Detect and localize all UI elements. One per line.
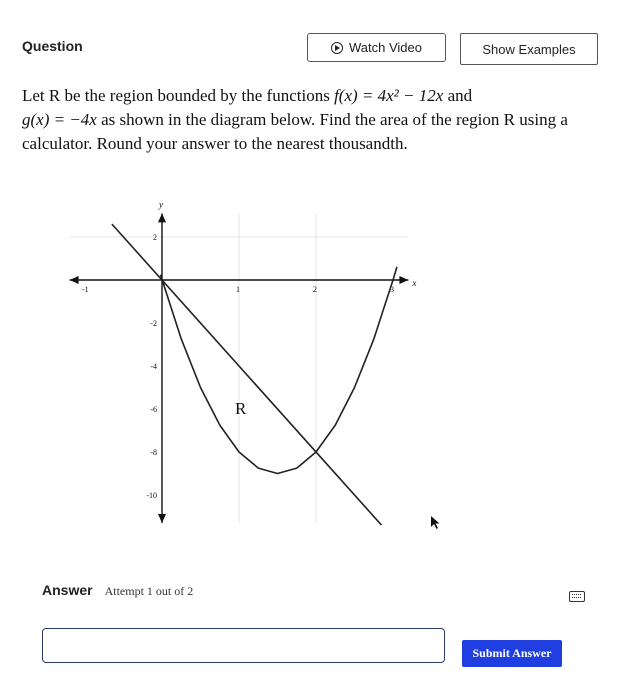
x-axis-arrow-right [399,276,408,284]
attempt-counter: Attempt 1 out of 2 [104,584,194,598]
y-tick-label: -4 [150,362,157,371]
keyboard-icon[interactable] [569,591,585,602]
y-axis-arrow-bottom [158,514,166,523]
problem-text-3: as shown in the diagram below. Find the area of the region R using a calculator. Round your answer to the nearest thousandth. [22,110,568,153]
mouse-cursor-icon [430,515,442,531]
g-expression: g(x) = −4x [22,110,97,129]
x-tick-label: 2 [313,285,317,294]
answer-input[interactable] [42,628,445,663]
y-tick-label: -10 [146,491,157,500]
show-examples-label: Show Examples [482,41,576,57]
question-label: Question [22,38,83,54]
x-axis-arrow-left [70,276,79,284]
y-tick-label: -8 [150,448,157,457]
x-tick-label: -1 [82,285,89,294]
y-axis-arrow-top [158,213,166,222]
submit-answer-label: Submit Answer [472,646,552,660]
y-tick-label: -6 [150,405,157,414]
region-label: R [235,399,247,418]
watch-video-label: Watch Video [349,40,422,55]
curve-f [161,267,397,474]
submit-answer-button[interactable] [462,640,562,667]
x-tick-label: 1 [236,285,240,294]
y-axis-label: y [159,199,163,210]
problem-text-1: Let R be the region bounded by the functions [22,86,335,105]
answer-label: Answer [42,582,93,598]
x-tick-label: 3 [390,285,394,294]
line-g [112,224,382,525]
answer-row [42,582,193,599]
y-tick-label: -2 [150,319,157,328]
f-expression: f(x) = 4x² − 12x [334,86,444,105]
y-tick-label: 2 [153,233,157,242]
x-axis-label: x [412,278,417,288]
problem-text-2: and [443,86,473,105]
